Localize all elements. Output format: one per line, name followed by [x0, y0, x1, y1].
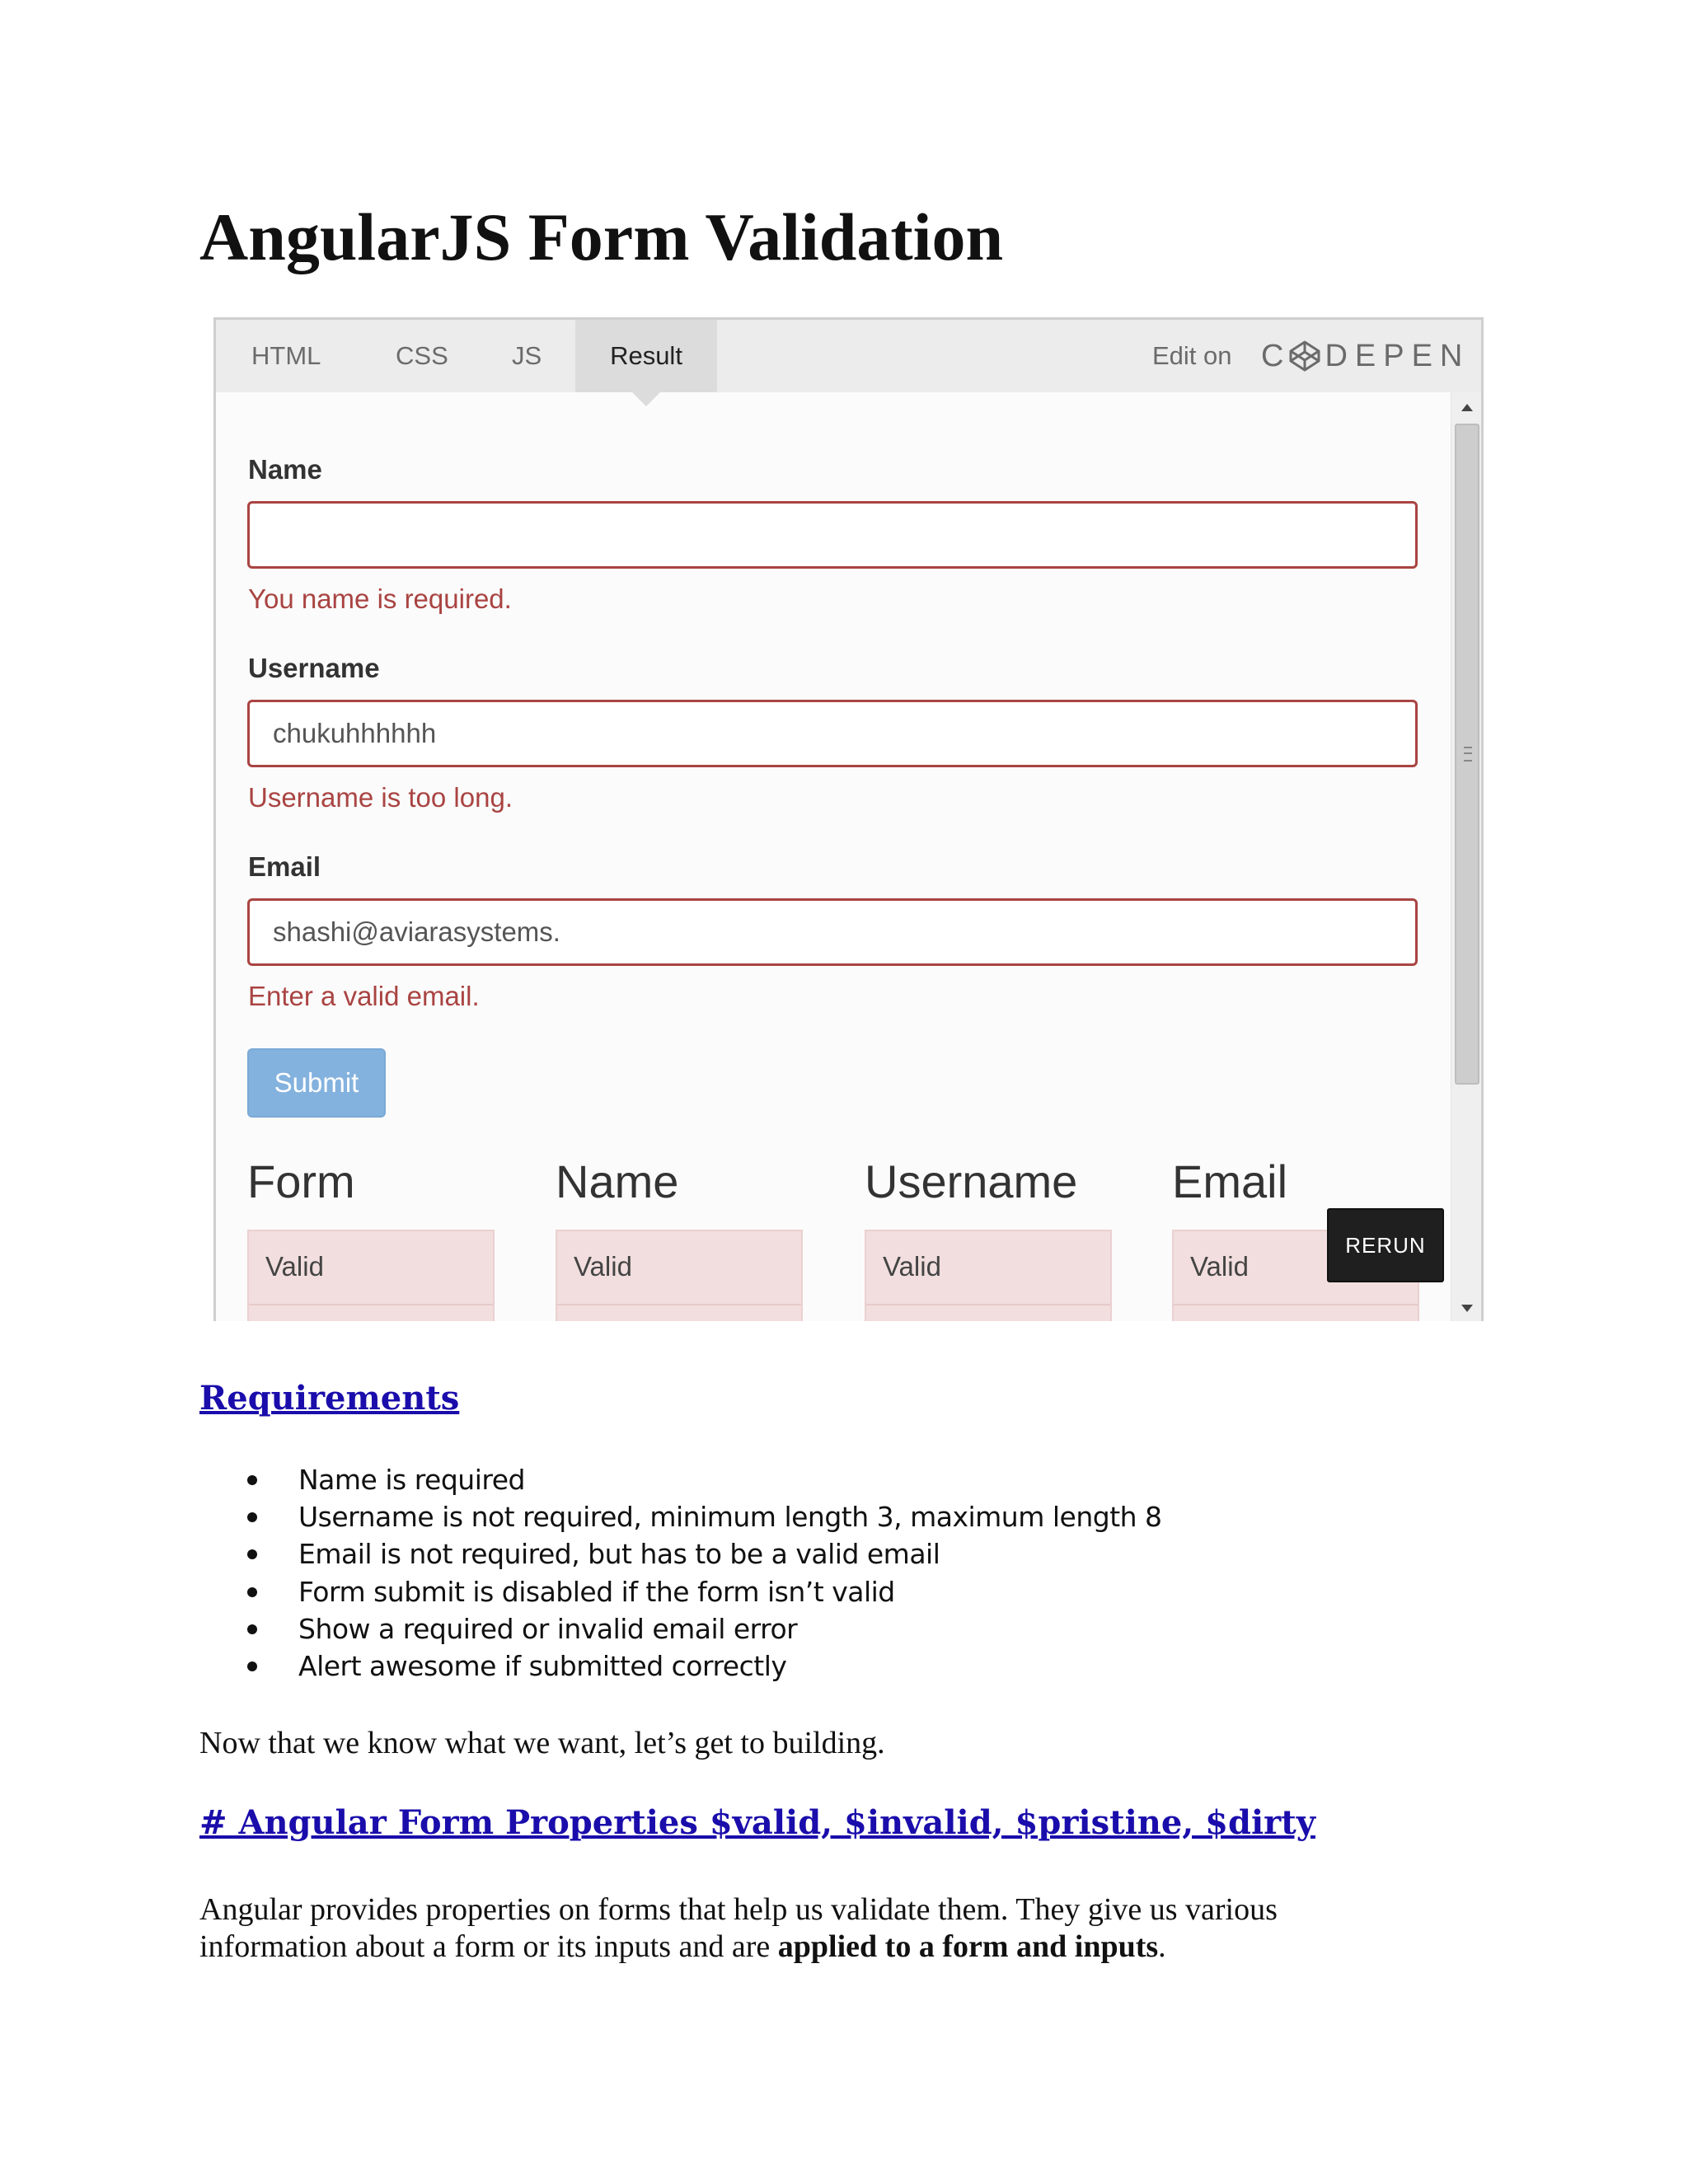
properties-heading-link[interactable]: # Angular Form Properties $valid, $invalid, $pristine, $dirty [199, 1803, 1315, 1842]
codepen-logo[interactable] [1261, 336, 1470, 376]
scroll-grip-icon [1464, 747, 1472, 762]
rerun-button[interactable]: RERUN [1327, 1208, 1444, 1282]
bullet-icon [247, 1624, 257, 1634]
submit-button[interactable]: Submit [247, 1048, 386, 1118]
status-cell-name [556, 1230, 803, 1321]
tab-result-label: Result [610, 341, 682, 370]
username-label: Username [248, 653, 380, 683]
email-label: Email [248, 851, 321, 882]
tab-js[interactable]: JS [512, 341, 542, 370]
status-heading-form: Form [247, 1155, 355, 1207]
status-value-email: Valid [1190, 1251, 1249, 1282]
username-input[interactable] [247, 700, 1418, 767]
codepen-embed [213, 317, 1484, 1321]
intro-paragraph: Now that we know what we want, let’s get to building. [199, 1726, 885, 1760]
active-tab-caret-icon [632, 392, 660, 406]
properties-paragraph-end: . [1158, 1929, 1166, 1964]
properties-paragraph-bold: applied to a form and inputs [777, 1929, 1159, 1964]
email-input[interactable] [247, 898, 1418, 966]
tab-html[interactable]: HTML [251, 341, 321, 370]
requirements-heading-link[interactable]: Requirements [199, 1379, 460, 1418]
status-cell-form [247, 1230, 495, 1321]
status-cell-username [865, 1230, 1112, 1321]
scrollbar-thumb[interactable] [1455, 424, 1479, 1085]
status-cell-divider [866, 1304, 1110, 1305]
properties-paragraph-line2 [199, 1929, 1166, 1965]
email-error: Enter a valid email. [248, 981, 480, 1011]
status-heading-name: Name [556, 1155, 679, 1207]
tab-bar [216, 320, 1481, 392]
status-value-form: Valid [265, 1251, 324, 1282]
codepen-cube-icon [1288, 340, 1321, 373]
bullet-icon [247, 1549, 257, 1559]
status-cell-divider [1174, 1304, 1418, 1305]
status-cell-divider [557, 1304, 801, 1305]
bullet-icon [247, 1512, 257, 1522]
edit-on-link[interactable]: Edit on [1152, 341, 1232, 370]
page-title: AngularJS Form Validation [199, 199, 1004, 274]
status-value-name: Valid [574, 1251, 632, 1282]
status-value-username: Valid [883, 1251, 941, 1282]
properties-paragraph-text: information about a form or its inputs and are [199, 1929, 778, 1964]
bullet-icon [247, 1661, 257, 1671]
name-error: You name is required. [248, 583, 512, 614]
codepen-logo-rest: DEPEN [1325, 338, 1470, 373]
properties-paragraph-line1: Angular provides properties on forms that help us validate them. They give us various [199, 1892, 1278, 1927]
tab-css[interactable]: CSS [396, 341, 448, 370]
username-error: Username is too long. [248, 782, 513, 813]
codepen-logo-c: C [1261, 338, 1287, 373]
status-cell-divider [249, 1304, 493, 1305]
status-heading-username: Username [865, 1155, 1078, 1207]
name-input[interactable] [247, 501, 1418, 569]
name-label: Name [248, 454, 322, 485]
scroll-down-arrow-icon[interactable] [1461, 1305, 1473, 1312]
bullet-icon [247, 1587, 257, 1597]
tab-result[interactable] [575, 320, 717, 392]
scrollbar[interactable] [1451, 392, 1482, 1321]
status-heading-email: Email [1172, 1155, 1288, 1207]
scroll-up-arrow-icon[interactable] [1461, 404, 1473, 411]
bullet-icon [247, 1475, 257, 1485]
